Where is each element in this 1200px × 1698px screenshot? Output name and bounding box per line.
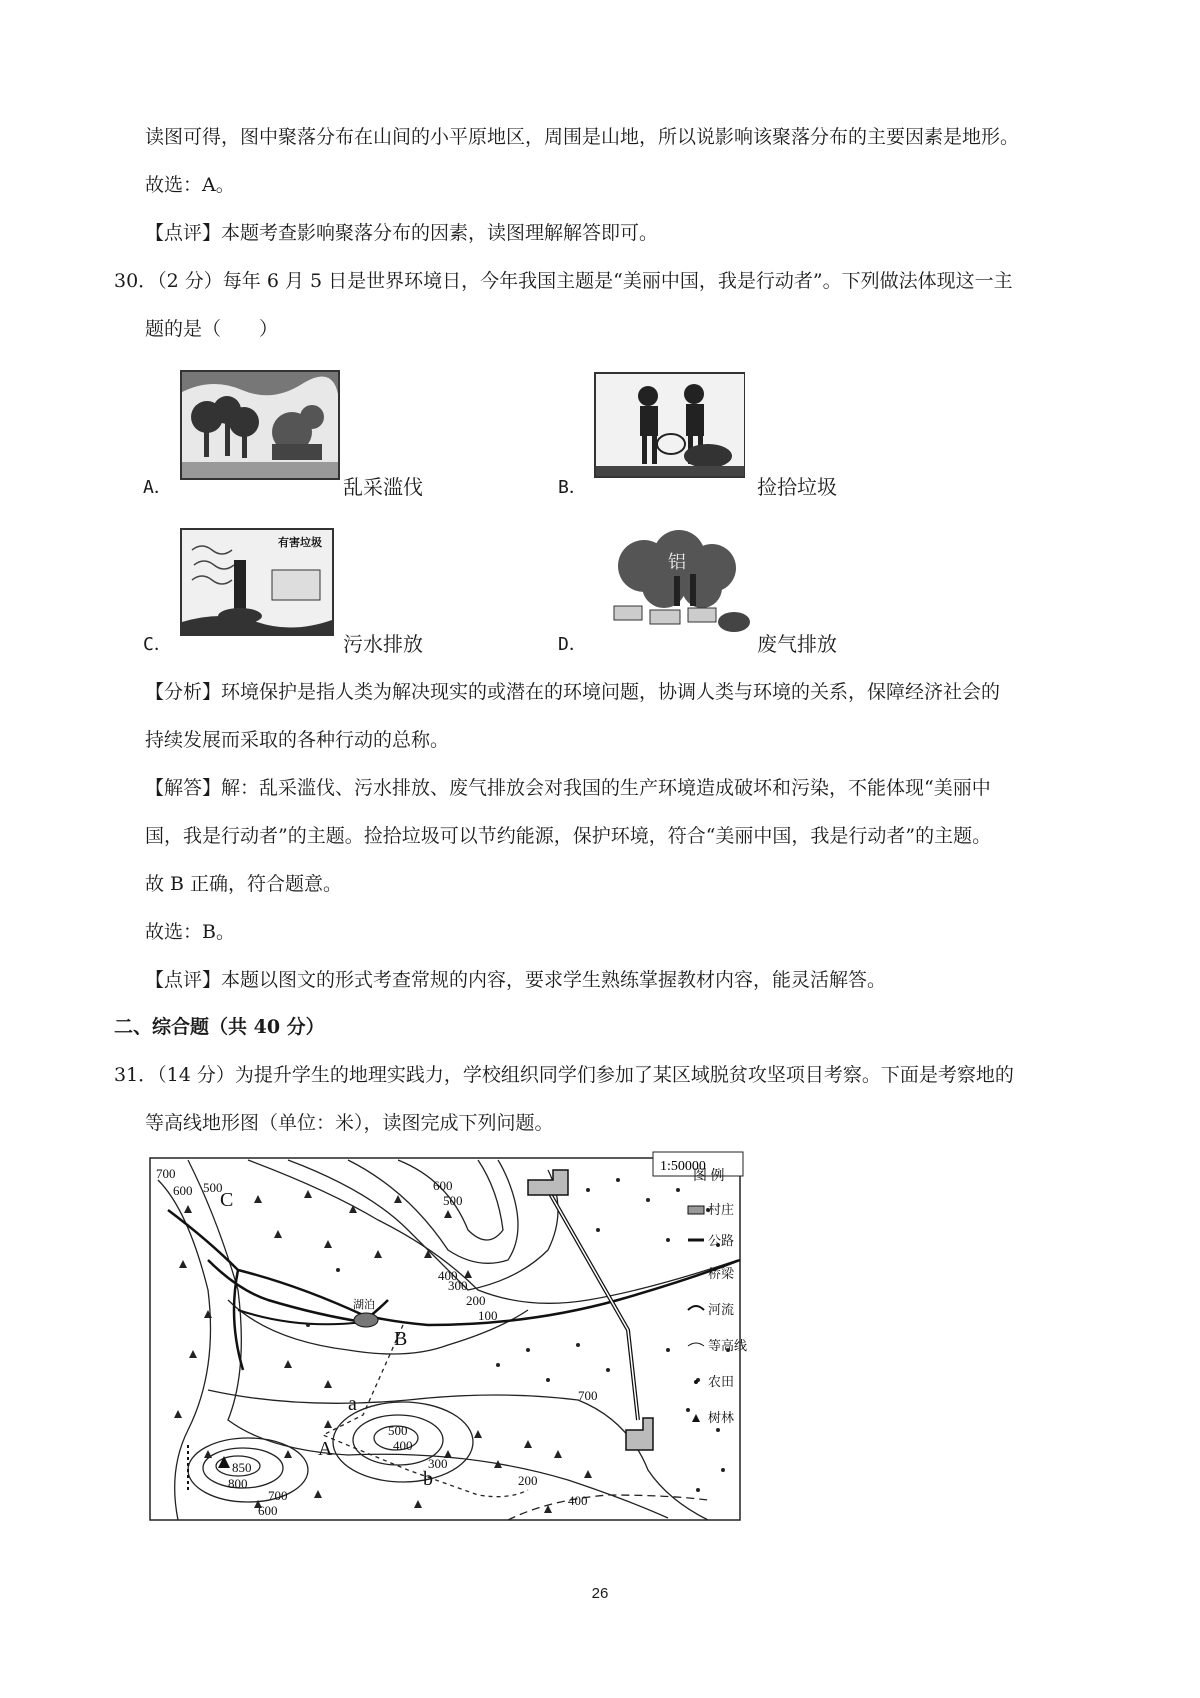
prev-answer: 故选：A。: [145, 174, 235, 196]
legend-title: 图 例: [693, 1169, 725, 1184]
litter-pickup-illustration: [596, 374, 744, 476]
svg-text:400: 400: [438, 1268, 458, 1283]
q30-solution-3: 故 B 正确，符合题意。: [145, 873, 343, 895]
point-b-lower: b: [423, 1468, 433, 1490]
legend-road: 公路: [708, 1233, 735, 1248]
prev-review: 【点评】本题考查影响聚落分布的因素，读图理解解答即可。: [145, 222, 659, 244]
legend-bridge: 桥梁: [708, 1266, 735, 1281]
q30-review: 【点评】本题以图文的形式考查常规的内容，要求学生熟练掌握教材内容，能灵活解答。: [145, 969, 887, 991]
q30-analysis-2: 持续发展而采取的各种行动的总称。: [145, 729, 450, 751]
svg-text:400: 400: [393, 1438, 413, 1453]
svg-text:300: 300: [448, 1278, 468, 1293]
point-a-lower: a: [348, 1393, 357, 1415]
svg-text:850: 850: [232, 1460, 252, 1475]
lake-label: 湖泊: [353, 1299, 375, 1311]
q30-stem-1: 30．（2 分）每年 6 月 5 日是世界环境日，今年我国主题是“美丽中国，我是行动者”。下列做法体现这一主: [114, 270, 1013, 292]
q30-analysis-1: 【分析】环境保护是指人类为解决现实的或潜在的环境问题，协调人类与环境的关系，保障经济社会的: [145, 681, 1001, 703]
q30-solution-2: 国，我是行动者”的主题。捡拾垃圾可以节约能源，保护环境，符合“美丽中国，我是行动者”的主题。: [145, 825, 992, 847]
svg-text:500: 500: [443, 1193, 463, 1208]
point-c: C: [220, 1189, 234, 1211]
option-d-letter: D．: [558, 634, 587, 655]
legend-village: 村庄: [708, 1202, 735, 1217]
point-a-upper: A: [318, 1438, 333, 1460]
option-a-caption: 乱采滥伐: [343, 475, 423, 499]
svg-text:400: 400: [568, 1493, 588, 1508]
point-b: B: [394, 1328, 408, 1350]
option-d-image-label: 铝: [668, 552, 686, 572]
option-c-caption: 污水排放: [343, 632, 423, 656]
option-d-image: [594, 526, 754, 640]
q30-answer: 故选：B。: [145, 921, 235, 943]
legend-forest: 树林: [708, 1410, 735, 1425]
option-c-image: [180, 528, 334, 636]
lake: [354, 1313, 378, 1327]
svg-text:300: 300: [428, 1456, 448, 1471]
svg-text:700: 700: [268, 1488, 288, 1503]
svg-text:800: 800: [228, 1476, 248, 1491]
option-c-letter: C．: [143, 634, 172, 655]
sewage-illustration: [182, 530, 332, 634]
legend-farmland: 农田: [708, 1374, 735, 1389]
option-a-image: [180, 370, 340, 480]
svg-text:700: 700: [156, 1166, 176, 1181]
svg-text:600: 600: [433, 1178, 453, 1193]
exhaust-emission-illustration: [594, 526, 754, 640]
prev-reasoning: 读图可得，图中聚落分布在山间的小平原地区，周围是山地，所以说影响该聚落分布的主要因素是地形。: [145, 126, 1020, 148]
svg-text:500: 500: [203, 1180, 223, 1195]
option-a-letter: A．: [143, 477, 172, 498]
svg-text:200: 200: [518, 1473, 538, 1488]
q31-stem-1: 31．（14 分）为提升学生的地理实践力，学校组织同学们参加了某区域脱贫攻坚项目考察。下面是考察地的: [114, 1064, 1014, 1086]
section-2-title: 二、综合题（共 40 分）: [114, 1016, 325, 1038]
q30-stem-2: 题的是（ ）: [145, 318, 279, 340]
option-c-image-label: 有害垃圾: [278, 537, 322, 549]
q30-solution-1: 【解答】解：乱采滥伐、污水排放、废气排放会对我国的生产环境造成破坏和污染，不能体现“美丽中: [145, 777, 991, 799]
page-number: 26: [591, 1585, 609, 1602]
option-b-letter: B．: [558, 477, 587, 498]
contour-map: [148, 1150, 848, 1530]
legend-contour: 等高线: [708, 1338, 748, 1353]
svg-text:100: 100: [478, 1308, 498, 1323]
legend-river: 河流: [708, 1302, 735, 1317]
svg-text:700: 700: [578, 1388, 598, 1403]
svg-text:500: 500: [388, 1423, 408, 1438]
svg-text:600: 600: [258, 1503, 278, 1518]
svg-text:200: 200: [466, 1293, 486, 1308]
q31-stem-2: 等高线地形图（单位：米），读图完成下列问题。: [145, 1112, 554, 1134]
svg-text:600: 600: [173, 1183, 193, 1198]
deforestation-illustration: [182, 372, 338, 478]
option-b-caption: 捡拾垃圾: [757, 475, 837, 499]
map-scale: 1:50000: [660, 1159, 706, 1174]
option-d-caption: 废气排放: [757, 632, 837, 656]
option-b-image: [594, 372, 745, 478]
